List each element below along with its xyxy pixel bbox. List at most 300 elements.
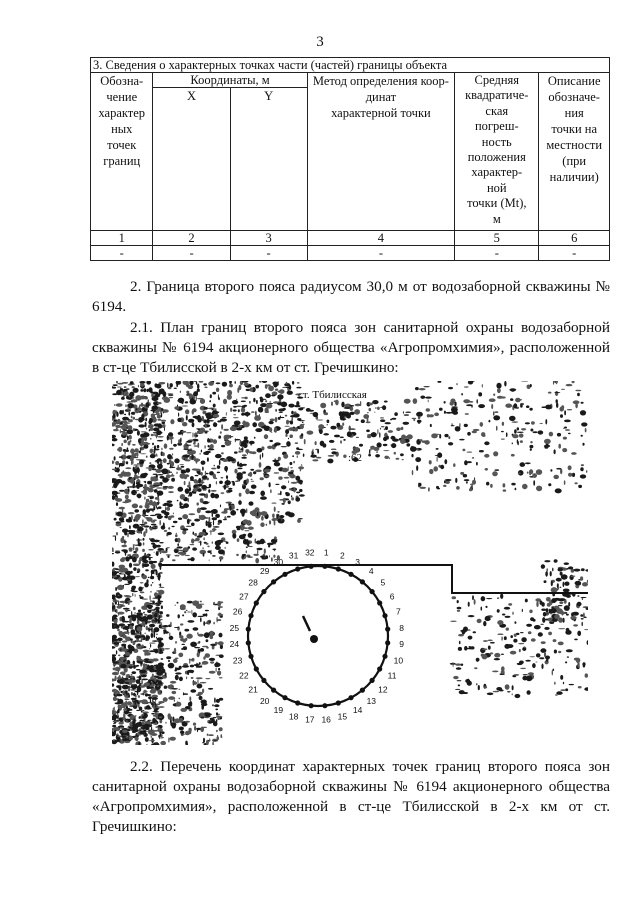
texture-speck <box>116 412 118 417</box>
texture-speck <box>143 531 146 537</box>
texture-speck <box>230 426 237 431</box>
texture-speck <box>146 579 148 583</box>
texture-speck <box>219 481 223 484</box>
texture-speck <box>122 685 129 690</box>
texture-speck <box>138 538 140 543</box>
texture-speck <box>144 633 146 634</box>
texture-speck <box>289 434 293 438</box>
texture-speck <box>486 598 492 599</box>
texture-speck <box>329 440 335 443</box>
texture-speck <box>366 421 371 423</box>
texture-speck <box>494 658 500 660</box>
texture-speck <box>260 496 267 500</box>
texture-speck <box>347 431 352 437</box>
texture-speck <box>541 641 546 644</box>
texture-speck <box>576 658 580 663</box>
texture-speck <box>512 443 513 445</box>
texture-speck <box>152 406 159 410</box>
texture-speck <box>514 429 517 434</box>
texture-speck <box>159 587 164 588</box>
texture-speck <box>278 408 285 411</box>
texture-speck <box>171 478 175 482</box>
texture-speck <box>544 445 550 448</box>
texture-speck <box>139 717 141 719</box>
texture-speck <box>467 452 473 453</box>
texture-speck <box>581 568 585 571</box>
texture-speck <box>184 611 186 613</box>
texture-speck <box>160 558 163 562</box>
texture-speck <box>153 540 160 543</box>
texture-speck <box>226 412 227 416</box>
texture-speck <box>568 465 572 470</box>
texture-speck <box>500 594 503 599</box>
texture-speck <box>184 459 185 461</box>
texture-speck <box>210 661 214 663</box>
texture-speck <box>288 404 294 408</box>
texture-speck <box>281 446 287 447</box>
texture-speck <box>166 656 171 659</box>
texture-speck <box>127 435 129 440</box>
texture-speck <box>455 663 461 665</box>
texture-speck <box>383 444 388 446</box>
texture-speck <box>112 725 116 728</box>
texture-speck <box>181 431 186 433</box>
texture-speck <box>144 522 147 525</box>
texture-speck <box>204 407 208 410</box>
texture-speck <box>170 718 172 724</box>
data-cell: - <box>91 246 153 261</box>
texture-speck <box>583 613 585 618</box>
texture-speck <box>505 616 511 618</box>
texture-speck <box>274 521 276 526</box>
texture-speck <box>301 464 303 466</box>
texture-speck <box>385 422 391 424</box>
texture-speck <box>218 394 219 400</box>
texture-speck <box>407 434 413 439</box>
boundary-point-marker <box>348 572 353 577</box>
texture-speck <box>152 601 155 605</box>
texture-speck <box>233 406 237 408</box>
texture-speck <box>194 458 200 461</box>
texture-speck <box>182 514 188 519</box>
texture-speck <box>142 388 144 389</box>
texture-speck <box>183 692 184 695</box>
texture-speck <box>190 557 194 561</box>
texture-speck <box>551 581 553 586</box>
texture-speck <box>274 550 275 551</box>
texture-speck <box>170 419 174 424</box>
texture-speck <box>129 563 132 568</box>
texture-speck <box>144 682 150 686</box>
texture-speck <box>199 493 206 495</box>
boundary-point-label: 15 <box>337 711 348 722</box>
texture-speck <box>126 710 127 714</box>
texture-speck <box>381 426 385 427</box>
texture-speck <box>194 519 200 522</box>
texture-speck <box>234 451 238 453</box>
texture-speck <box>133 428 135 431</box>
texture-speck <box>220 504 221 507</box>
texture-speck <box>151 543 155 545</box>
texture-speck <box>151 524 157 526</box>
texture-speck <box>295 497 300 502</box>
texture-speck <box>548 632 552 636</box>
texture-speck <box>284 426 289 427</box>
texture-speck <box>129 576 136 580</box>
texture-speck <box>526 624 532 627</box>
texture-speck <box>142 716 147 719</box>
texture-speck <box>141 680 143 685</box>
texture-speck <box>194 664 200 666</box>
texture-speck <box>164 530 167 532</box>
texture-speck <box>143 509 147 514</box>
texture-speck <box>133 693 135 697</box>
texture-speck <box>546 659 548 662</box>
texture-speck <box>204 537 205 540</box>
texture-speck <box>205 511 211 514</box>
data-cell: - <box>153 246 230 261</box>
texture-speck <box>485 616 491 621</box>
texture-speck <box>214 465 215 467</box>
texture-speck <box>126 720 128 722</box>
boundary-point-label: 16 <box>321 714 331 725</box>
texture-speck <box>141 414 144 419</box>
texture-speck <box>194 726 196 731</box>
texture-speck <box>199 696 203 700</box>
texture-speck <box>150 454 156 458</box>
texture-speck <box>512 685 514 690</box>
texture-speck <box>406 443 410 446</box>
texture-speck <box>505 684 510 690</box>
texture-speck <box>235 481 238 483</box>
texture-speck <box>159 716 162 718</box>
boundary-point-label: 32 <box>305 547 315 558</box>
texture-speck <box>130 457 134 462</box>
texture-speck <box>558 605 563 606</box>
texture-speck <box>197 417 201 422</box>
texture-speck <box>246 508 247 513</box>
texture-speck <box>275 417 278 423</box>
texture-speck <box>251 451 257 454</box>
texture-speck <box>202 475 207 479</box>
texture-speck <box>146 731 153 732</box>
texture-speck <box>147 687 150 688</box>
texture-speck <box>529 469 533 474</box>
texture-speck <box>122 672 124 676</box>
texture-speck <box>554 682 555 685</box>
texture-speck <box>135 514 141 518</box>
paragraph-2-1: 2.1. План границ второго пояса зон санитарной охраны водозаборной скважины № 6194 акционерного общества «Агропромхимия», расположенной в ст-це Тбилисской в 2-х км от ст. Гречишкино: <box>92 319 610 376</box>
texture-speck <box>175 641 177 644</box>
texture-speck <box>184 474 189 477</box>
texture-speck <box>580 410 586 415</box>
index-cell: 4 <box>307 231 454 246</box>
texture-speck <box>170 737 176 741</box>
boundary-point-label: 9 <box>399 639 404 650</box>
texture-speck <box>180 391 181 393</box>
texture-speck <box>523 674 528 675</box>
texture-speck <box>274 506 276 512</box>
texture-speck <box>292 381 294 385</box>
texture-speck <box>519 399 522 400</box>
texture-speck <box>525 599 528 603</box>
texture-speck <box>464 460 468 465</box>
texture-speck <box>541 564 545 568</box>
texture-speck <box>581 464 584 466</box>
texture-speck <box>236 399 237 401</box>
texture-speck <box>256 548 262 550</box>
texture-speck <box>196 435 198 437</box>
texture-speck <box>275 484 279 485</box>
texture-speck <box>444 434 448 437</box>
texture-speck <box>205 451 211 454</box>
texture-speck <box>317 420 324 421</box>
texture-speck <box>221 734 222 738</box>
boundary-point-marker <box>248 613 253 618</box>
texture-speck <box>190 476 194 480</box>
texture-speck <box>116 403 123 406</box>
boundary-point-marker <box>254 600 259 605</box>
texture-speck <box>223 429 229 431</box>
texture-speck <box>582 622 583 626</box>
texture-speck <box>159 542 163 543</box>
texture-speck <box>152 697 158 700</box>
texture-speck <box>565 429 570 430</box>
texture-speck <box>553 639 557 642</box>
texture-speck <box>178 653 183 658</box>
texture-speck <box>194 647 200 648</box>
texture-speck <box>209 621 211 623</box>
texture-speck <box>219 698 223 701</box>
texture-speck <box>190 399 197 405</box>
texture-speck <box>501 439 505 440</box>
texture-speck <box>206 543 209 545</box>
texture-speck <box>147 557 153 558</box>
texture-speck <box>255 538 257 543</box>
texture-speck <box>437 457 438 462</box>
texture-speck <box>217 465 220 469</box>
texture-speck <box>281 402 288 408</box>
texture-speck <box>113 708 114 710</box>
texture-speck <box>312 449 313 454</box>
texture-speck <box>213 602 215 605</box>
texture-speck <box>531 421 535 424</box>
texture-speck <box>187 620 194 623</box>
texture-speck <box>113 668 116 671</box>
texture-speck <box>177 602 179 604</box>
texture-speck <box>163 486 169 488</box>
texture-speck <box>164 443 168 448</box>
texture-speck <box>255 411 256 416</box>
texture-speck <box>222 382 227 387</box>
texture-speck <box>561 610 563 615</box>
texture-speck <box>546 568 548 572</box>
texture-speck <box>134 477 135 480</box>
texture-speck <box>129 736 133 741</box>
texture-speck <box>142 599 148 600</box>
texture-speck <box>133 388 139 393</box>
texture-speck <box>288 480 289 483</box>
boundary-point-label: 24 <box>229 639 240 650</box>
texture-speck <box>127 708 130 711</box>
texture-speck <box>133 564 140 567</box>
texture-speck <box>429 469 433 474</box>
texture-speck <box>169 448 173 450</box>
texture-speck <box>159 584 160 586</box>
texture-speck <box>136 710 140 711</box>
texture-speck <box>123 631 130 634</box>
texture-speck <box>568 433 571 434</box>
texture-speck <box>522 609 523 612</box>
texture-speck <box>138 569 139 572</box>
texture-speck <box>221 737 223 738</box>
texture-speck <box>225 440 232 446</box>
texture-speck <box>143 675 145 677</box>
texture-speck <box>261 516 264 521</box>
texture-speck <box>240 440 242 445</box>
texture-speck <box>144 614 148 615</box>
texture-speck <box>512 612 513 615</box>
texture-speck <box>136 677 141 678</box>
texture-speck <box>129 525 131 529</box>
texture-speck <box>145 402 149 407</box>
texture-speck <box>237 461 239 466</box>
texture-speck <box>212 408 214 410</box>
texture-speck <box>303 454 305 457</box>
texture-speck <box>217 670 221 675</box>
texture-speck <box>204 387 207 389</box>
texture-speck <box>256 540 262 544</box>
texture-speck <box>545 612 551 613</box>
texture-speck <box>571 452 577 455</box>
texture-speck <box>153 704 155 709</box>
texture-speck <box>140 620 147 622</box>
texture-speck <box>173 513 174 515</box>
texture-speck <box>239 447 240 450</box>
texture-speck <box>373 447 379 451</box>
texture-speck <box>161 382 165 384</box>
texture-speck <box>163 424 165 428</box>
texture-speck <box>156 570 158 575</box>
characteristic-points-table <box>90 57 610 261</box>
texture-speck <box>257 550 258 555</box>
boundary-point-label: 21 <box>248 684 258 695</box>
texture-speck <box>279 389 284 394</box>
texture-speck <box>244 436 248 439</box>
texture-speck <box>149 627 153 628</box>
texture-speck <box>580 597 586 598</box>
texture-speck <box>349 405 354 407</box>
texture-speck <box>567 409 572 410</box>
boundary-point-label: 2 <box>340 550 345 561</box>
texture-speck <box>201 485 207 490</box>
texture-speck <box>265 384 268 389</box>
texture-speck <box>496 383 501 389</box>
texture-speck <box>120 537 124 543</box>
texture-speck <box>158 497 160 501</box>
texture-speck <box>532 663 536 668</box>
texture-speck <box>255 385 259 389</box>
texture-speck <box>236 474 242 480</box>
texture-speck <box>181 405 188 406</box>
texture-speck <box>440 465 444 469</box>
texture-speck <box>290 489 292 490</box>
texture-speck <box>130 638 133 640</box>
texture-speck <box>124 741 130 743</box>
texture-speck <box>145 694 151 696</box>
texture-speck <box>150 438 152 440</box>
texture-speck <box>291 482 298 484</box>
texture-speck <box>119 464 120 467</box>
texture-speck <box>273 382 278 388</box>
texture-speck <box>203 383 207 385</box>
texture-speck <box>563 682 564 685</box>
texture-speck <box>193 532 195 535</box>
texture-speck <box>218 436 221 439</box>
texture-speck <box>234 421 241 426</box>
texture-speck <box>544 627 549 630</box>
texture-speck <box>506 628 509 631</box>
texture-speck <box>193 681 198 685</box>
texture-speck <box>428 487 430 491</box>
texture-speck <box>460 472 464 475</box>
texture-speck <box>140 730 147 734</box>
texture-speck <box>503 489 507 491</box>
texture-speck <box>558 642 564 646</box>
texture-speck <box>115 497 118 501</box>
texture-speck <box>219 677 223 678</box>
texture-speck <box>566 614 569 616</box>
texture-speck <box>303 424 305 425</box>
texture-speck <box>530 429 533 432</box>
texture-speck <box>203 656 205 660</box>
texture-speck <box>457 680 462 681</box>
texture-speck <box>149 650 156 652</box>
texture-speck <box>173 521 178 523</box>
texture-speck <box>239 493 242 497</box>
texture-speck <box>327 424 328 425</box>
texture-speck <box>131 674 133 675</box>
texture-speck <box>513 403 517 408</box>
texture-speck <box>117 699 123 704</box>
texture-speck <box>166 554 171 555</box>
texture-speck <box>274 462 280 466</box>
texture-speck <box>127 656 128 657</box>
texture-speck <box>156 488 163 489</box>
texture-speck <box>221 452 224 454</box>
texture-speck <box>367 412 369 413</box>
texture-speck <box>127 486 129 488</box>
texture-speck <box>179 727 184 731</box>
texture-speck <box>128 488 130 492</box>
texture-speck <box>497 620 503 625</box>
texture-speck <box>117 387 122 388</box>
texture-speck <box>577 602 582 606</box>
texture-speck <box>180 438 181 443</box>
texture-speck <box>260 491 265 497</box>
texture-speck <box>444 480 446 483</box>
texture-speck <box>550 571 552 576</box>
texture-speck <box>131 416 133 419</box>
texture-speck <box>162 625 168 627</box>
texture-speck <box>514 674 520 676</box>
texture-speck <box>167 532 172 535</box>
texture-speck <box>383 437 387 441</box>
texture-speck <box>135 726 137 732</box>
texture-speck <box>121 657 127 659</box>
texture-speck <box>169 472 173 473</box>
texture-speck <box>388 430 393 433</box>
